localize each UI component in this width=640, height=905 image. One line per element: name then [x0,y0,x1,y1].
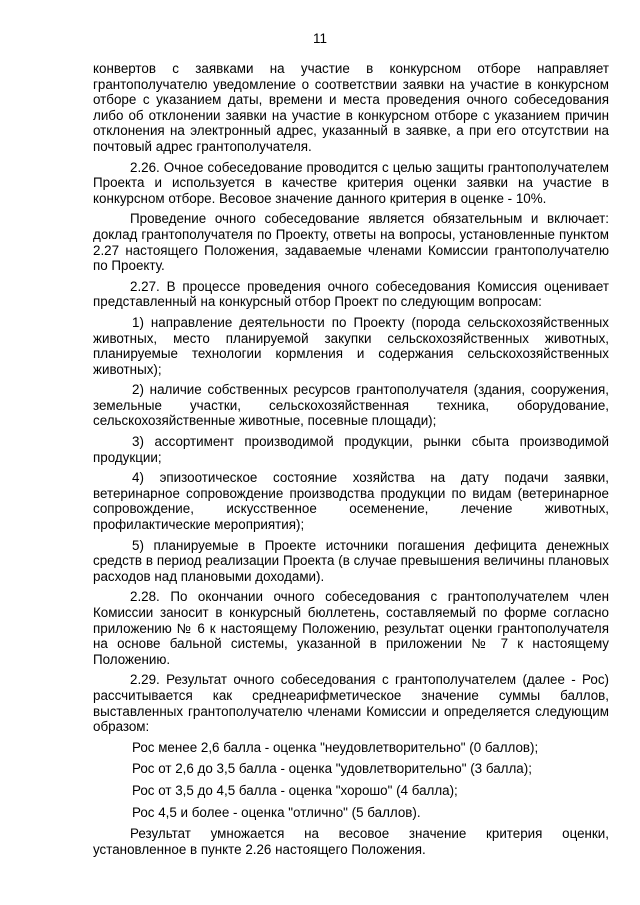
score-line-unsatisfactory: Рос менее 2,6 балла - оценка "неудовлетворительно" (0 баллов); [132,739,539,755]
paragraph-2-26: 2.26. Очное собеседование проводится с целью защиты грантополучателем Проекта и используется в качестве критерия оценки заявки на участие в конкурсном отборе. Весовое значение данного критерия в оценке - 10%. [93,159,609,206]
list-item-5: 5) планируемые в Проекте источники погашения дефицита денежных средств в период реализации Проекта (в случае превышения величины плановых расходов над плановыми доходами). [93,537,609,584]
score-line-good: Рос от 3,5 до 4,5 балла - оценка "хорошо" (4 балла); [132,782,458,798]
list-item-3: 3) ассортимент производимой продукции, рынки сбыта производимой продукции; [93,434,609,465]
list-item-2: 2) наличие собственных ресурсов грантополучателя (здания, сооружения, земельные участки, сельскохозяйственная техника, оборудование, сельскохозяйственные животные, посевные площади); [93,382,609,429]
page-number: 11 [312,31,327,46]
paragraph-2-27: 2.27. В процессе проведения очного собеседования Комиссия оценивает представленный на конкурсный отбор Проект по следующим вопросам: [93,278,609,310]
paragraph-result-weight: Результат умножается на весовое значение критерия оценки, установленное в пункте 2.26 настоящего Положения. [93,826,609,857]
list-item-4: 4) эпизоотическое состояние хозяйства на дату подачи заявки, ветеринарное сопровождение производства продукции по видам (ветеринарное сопровождение, искусственное осеменение, лечение животных, профилактические мероприятия); [93,470,609,533]
list-item-1: 1) направление деятельности по Проекту (порода сельскохозяйственных животных, место планируемой закупки сельскохозяйственных животных, планируемые технологии кормления и содержания сельскохозяйственных животных); [93,314,609,377]
score-line-excellent: Рос 4,5 и более - оценка "отлично" (5 баллов). [132,804,421,820]
score-line-satisfactory: Рос от 2,6 до 3,5 балла - оценка "удовлетворительно" (3 балла); [132,761,532,777]
paragraph-2-28: 2.28. По окончании очного собеседования с грантополучателем член Комиссии заносит в конкурсный бюллетень, составляемый по форме согласно приложению № 6 к настоящему Положению, результат оценки грантополучателя на основе бальной системы, указанной в приложении № 7 к настоящему Положению. [93,589,609,667]
paragraph-continuation: конвертов с заявками на участие в конкурсном отборе направляет грантополучателю уведомление о соответствии заявки на участие в конкурсном отборе с указанием даты, времени и места проведения очного собеседования либо об отклонении заявки на участие в конкурсном отборе с указанием причин отклонения на электронный адрес, указанный в заявке, а при его отсутствии на почтовый адрес грантополучателя. [93,61,609,154]
paragraph-interview-content: Проведение очного собеседование является обязательным и включает: доклад грантополучателя по Проекту, ответы на вопросы, установленные пунктом 2.27 настоящего Положения, задаваемые членами Комиссии грантополучателю по Проекту. [93,211,609,274]
paragraph-2-29: 2.29. Результат очного собеседования с грантополучателем (далее - Рос) рассчитывается как среднеарифметическое значение суммы баллов, выставленных грантополучателю членами Комиссии и определяется следующим образом: [93,672,609,735]
document-body [93,61,609,862]
